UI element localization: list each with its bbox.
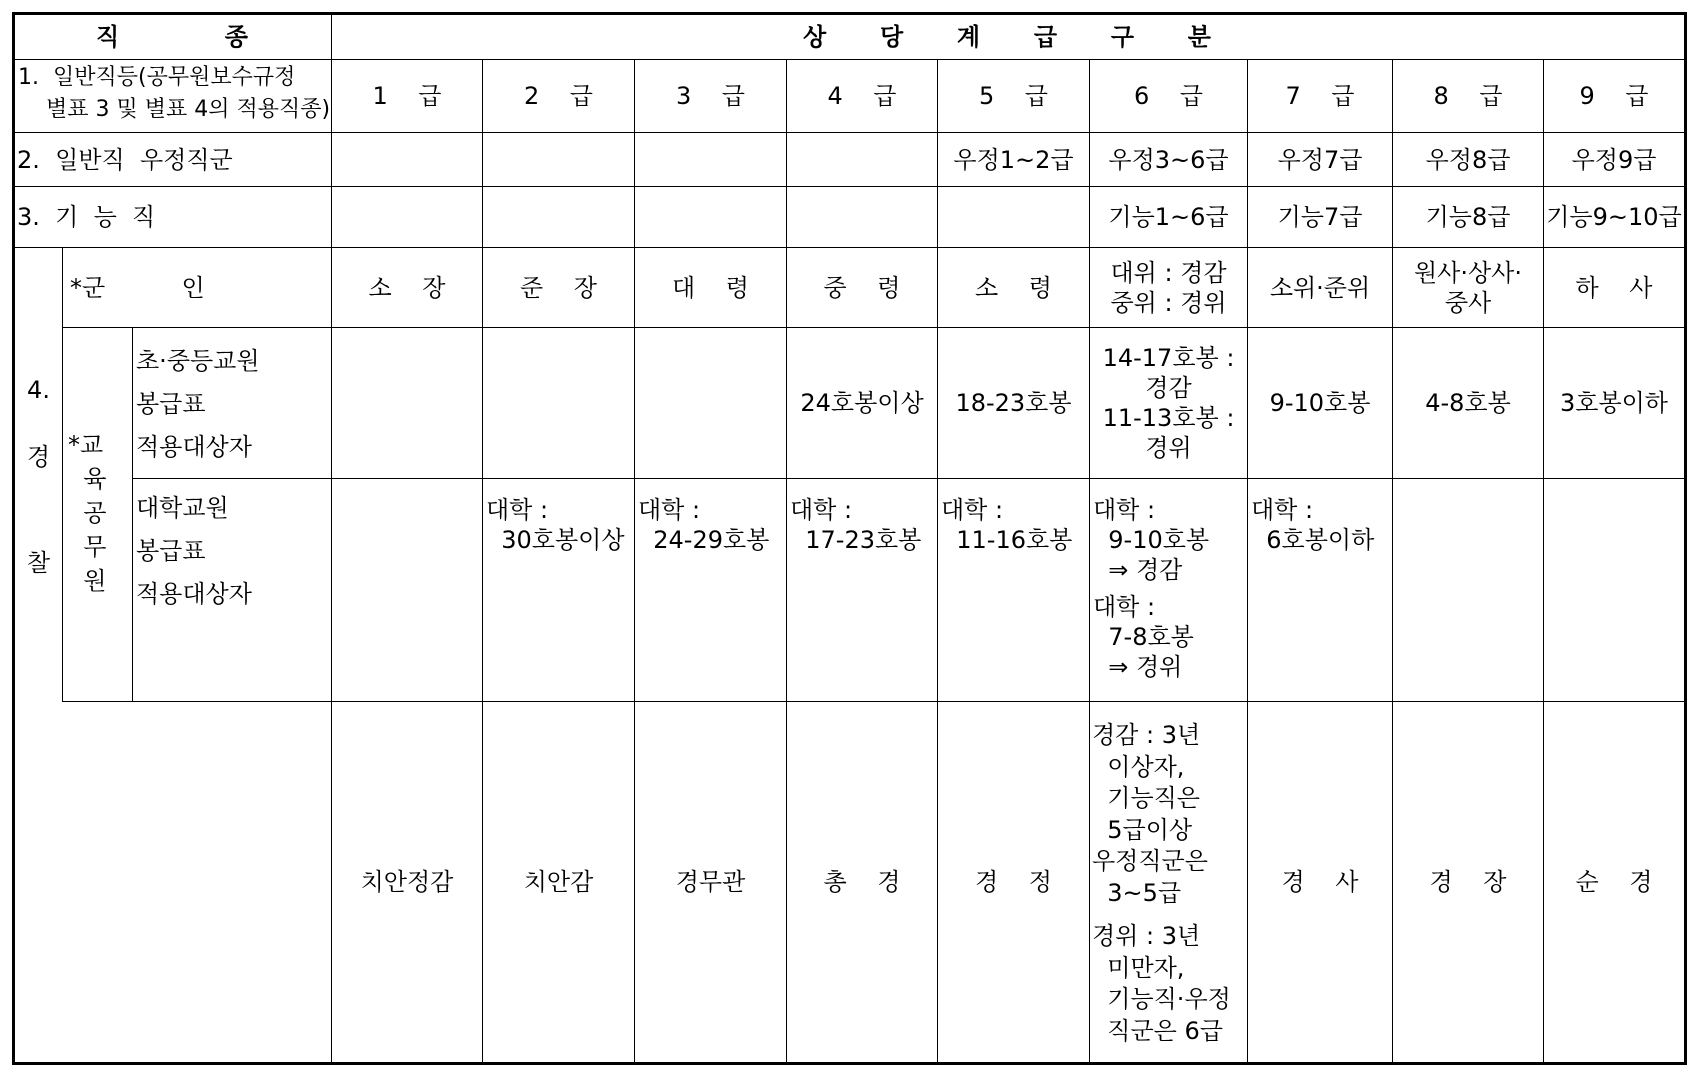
grade-5: 5 급 [979, 82, 1048, 110]
row3-grade9: 기능9~10급 [1546, 203, 1682, 231]
military-g6: 대위 : 경감 중위 : 경위 [1110, 258, 1227, 317]
school-g8: 4-8호봉 [1425, 389, 1511, 417]
school-g5: 18-23호봉 [955, 389, 1072, 417]
military-g4: 중 령 [823, 273, 901, 302]
grade-2: 2 급 [524, 82, 593, 110]
police-g3: 경무관 [675, 868, 746, 896]
police-g1: 치안정감 [360, 868, 454, 896]
police-g5: 경 정 [975, 868, 1052, 896]
military-label: *군 인 [70, 273, 205, 302]
grade-7: 7 급 [1285, 82, 1355, 110]
col-line [62, 247, 63, 701]
header-job-type: 직 종 [96, 23, 250, 51]
row3-grade8: 기능8급 [1425, 203, 1511, 231]
grade-3: 3 급 [676, 82, 745, 110]
univ-g5: 대학 : 11-16호봉 [941, 496, 1073, 554]
col-line [132, 327, 133, 701]
univ-g7: 대학 : 6호봉이하 [1251, 496, 1375, 554]
univ-label: 대학교원 봉급표 적용대상자 [136, 494, 252, 608]
row2-grade6: 우정3~6급 [1108, 145, 1229, 174]
row4-label-char2: 찰 [26, 549, 51, 577]
military-g2: 준 장 [520, 273, 597, 302]
row4-label-char1: 경 [26, 443, 51, 471]
row2-grade9: 우정9급 [1571, 145, 1657, 174]
univ-g6b: 대학 : 7-8호봉 ⇒ 경위 [1093, 593, 1194, 681]
school-label: 초·중등교원 봉급표 적용대상자 [136, 347, 260, 461]
header-grade-equivalence: 상 당 계 급 구 분 [803, 23, 1213, 51]
row1-label-line1: 1. 일반직등(공무원보수규정 [18, 65, 296, 90]
grade-9: 9 급 [1579, 82, 1649, 110]
police-g9: 순 경 [1575, 868, 1653, 896]
univ-g2: 대학 : 30호봉이상 [486, 496, 625, 554]
military-g9: 하 사 [1575, 273, 1653, 302]
outer-border-bottom [12, 1062, 1687, 1065]
military-g5: 소 령 [975, 273, 1052, 302]
school-g7: 9-10호봉 [1269, 389, 1371, 417]
row2-grade5: 우정1~2급 [953, 145, 1074, 174]
police-g6b: 경위 : 3년 미만자, 기능직·우정 직군은 6급 [1092, 922, 1231, 1045]
school-g4: 24호봉이상 [800, 389, 924, 417]
outer-border-left [12, 12, 15, 1065]
row3-grade7: 기능7급 [1277, 203, 1363, 231]
row2-grade8: 우정8급 [1425, 145, 1511, 174]
school-g6: 14-17호봉 : 경감 11-13호봉 : 경위 [1102, 344, 1235, 462]
police-g8: 경 장 [1429, 868, 1507, 896]
police-g7: 경 사 [1281, 868, 1359, 896]
univ-g4: 대학 : 17-23호봉 [790, 496, 922, 554]
row2-label: 2. 일반직 우정직군 [17, 145, 233, 174]
military-g1: 소 장 [368, 273, 446, 302]
grade-4: 4 급 [827, 82, 897, 110]
military-g3: 대 령 [672, 273, 749, 302]
row2-grade7: 우정7급 [1277, 145, 1363, 174]
row1-label [18, 62, 330, 132]
school-g9: 3호봉이하 [1559, 389, 1668, 417]
row-line [132, 478, 1687, 479]
grade-1: 1 급 [372, 82, 442, 110]
police-g2: 치안감 [523, 868, 594, 896]
row4-label-num: 4. [27, 376, 50, 404]
edu-servant-label: *교 육 공 무 원 [68, 431, 107, 595]
police-g6a: 경감 : 3년 이상자, 기능직은 5급이상 우정직군은 3~5급 [1092, 721, 1208, 907]
military-g8: 원사·상사· 중사 [1414, 258, 1522, 317]
grade-8: 8 급 [1433, 82, 1503, 110]
univ-g6a: 대학 : 9-10호봉 ⇒ 경감 [1093, 496, 1210, 584]
outer-border-right [1684, 12, 1687, 1065]
grade-6: 6 급 [1134, 82, 1203, 110]
univ-g3: 대학 : 24-29호봉 [638, 496, 770, 554]
military-g7: 소위·준위 [1269, 273, 1371, 302]
police-g4: 총 경 [823, 868, 901, 896]
row1-label-line2: 별표 3 및 별표 4의 적용직종) [18, 97, 331, 122]
row3-label: 3. 기 능 직 [17, 203, 156, 231]
row3-grade6: 기능1~6급 [1108, 203, 1229, 231]
